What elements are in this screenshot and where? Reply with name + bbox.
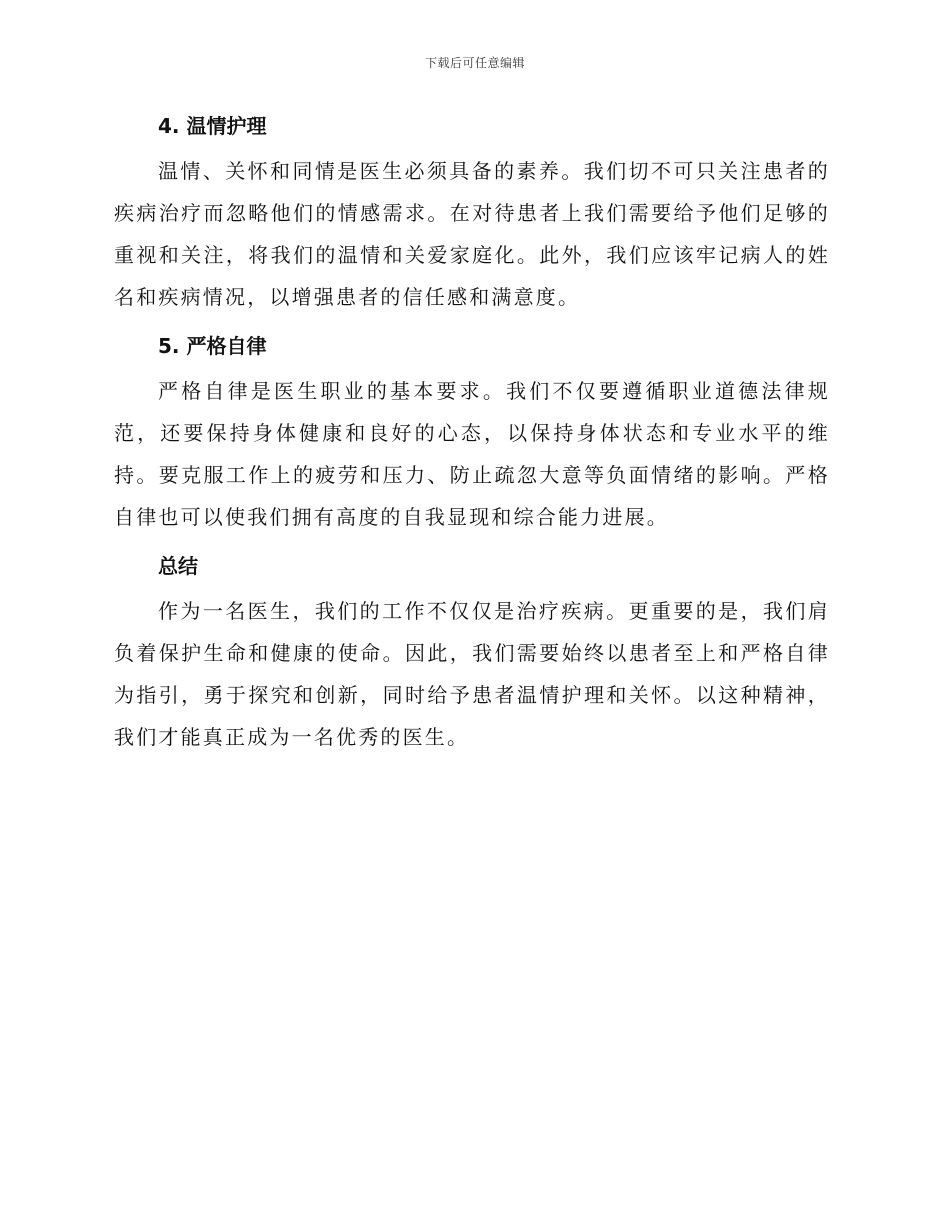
section-heading: 总结 xyxy=(158,554,198,578)
section-summary xyxy=(114,548,830,758)
header-note: 下载后可任意编辑 xyxy=(424,56,525,70)
section-warm-care xyxy=(114,108,830,318)
section-paragraph: 作为一名医生，我们的工作不仅仅是治疗疾病。更重要的是，我们肩负着保护生命和健康的使命。因此，我们需要始终以患者至上和严格自律为指引，勇于探究和创新，同时给予患者温情护理和关怀。以这种精神，我们才能真正成为一名优秀的医生。 xyxy=(114,599,830,749)
section-heading: 5. 严格自律 xyxy=(158,334,267,358)
section-heading: 4. 温情护理 xyxy=(158,114,267,138)
document-body xyxy=(114,108,830,768)
section-self-discipline xyxy=(114,328,830,538)
section-paragraph: 严格自律是医生职业的基本要求。我们不仅要遵循职业道德法律规范，还要保持身体健康和良好的心态，以保持身体状态和专业水平的维持。要克服工作上的疲劳和压力、防止疏忽大意等负面情绪的影响。严格自律也可以使我们拥有高度的自我显现和综合能力进展。 xyxy=(114,379,830,529)
section-paragraph: 温情、关怀和同情是医生必须具备的素养。我们切不可只关注患者的疾病治疗而忽略他们的情感需求。在对待患者上我们需要给予他们足够的重视和关注，将我们的温情和关爱家庭化。此外，我们应该牢记病人的姓名和疾病情况，以增强患者的信任感和满意度。 xyxy=(114,159,830,309)
